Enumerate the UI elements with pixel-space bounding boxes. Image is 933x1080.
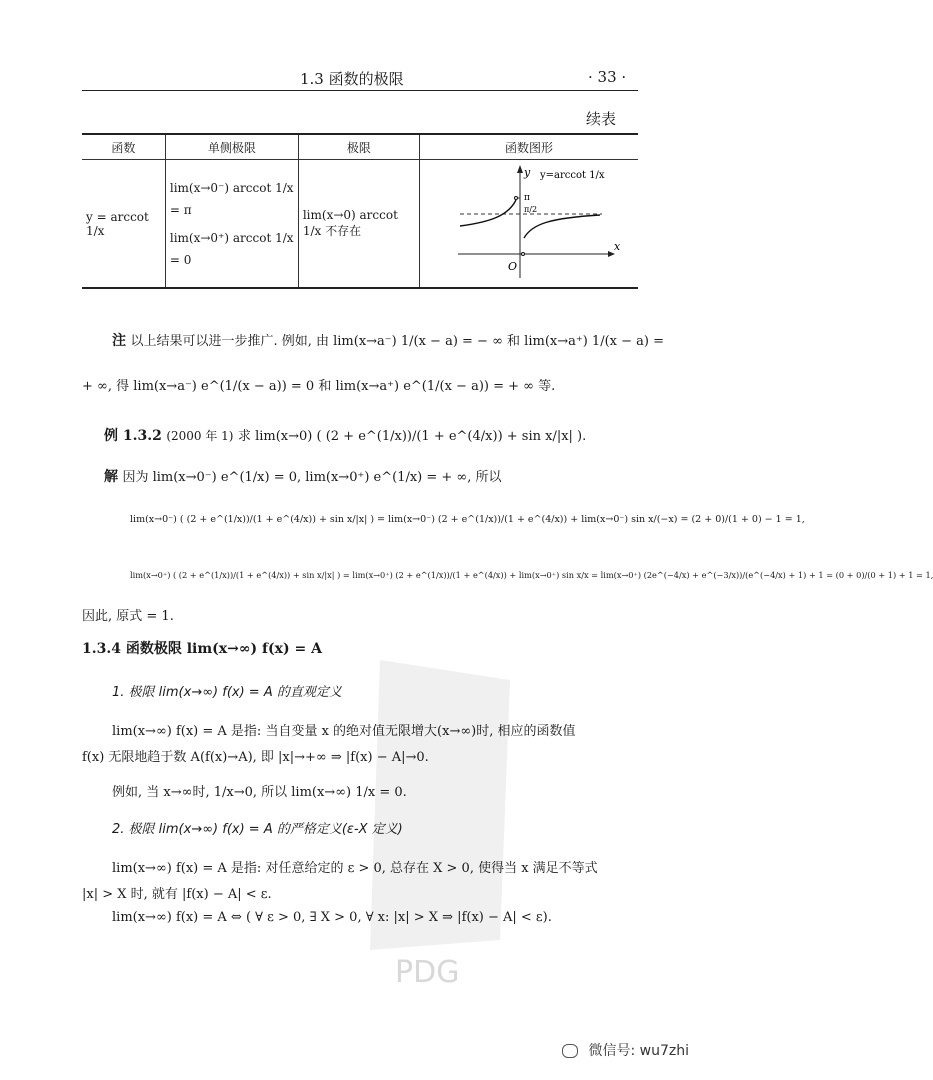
- y-axis-arrow-icon: [517, 165, 523, 173]
- example-source: (2000 年 1): [166, 429, 234, 443]
- wechat-icon: [562, 1044, 578, 1058]
- label-origin: O: [508, 260, 518, 273]
- example-line: 例如, 当 x→∞时, 1/x→0, 所以 lim(x→∞) 1/x = 0.: [112, 785, 407, 800]
- open-point-zero: [522, 253, 525, 256]
- cell-limit: [298, 160, 419, 289]
- solution-intro: [104, 466, 502, 486]
- note-paragraph: [112, 330, 664, 350]
- wechat-id: 微信号: wu7zhi: [588, 1043, 689, 1059]
- wechat-watermark: [562, 1040, 689, 1060]
- right-branch: [524, 215, 600, 238]
- definition-1-line-2: f(x) 无限地趋于数 A(f(x)→A), 即 |x|→+∞ ⇒ |f(x) − A|→0.: [82, 750, 429, 765]
- equation-left-limit: lim(x→0⁻) ( (2 + e^(1/x))/(1 + e^(4/x)) + sin x/|x| ) = lim(x→0⁻) (2 + e^(1/x))/(1 + e^(4/x)) + lim(x→0⁻) sin x/(−x) = (2 + 0)/(1 + 0) − 1 = 1,: [130, 514, 805, 525]
- definition-2-line-2: |x| > X 时, 就有 |f(x) − A| < ε.: [82, 887, 272, 902]
- limit-expr: lim(x→0) arccot 1/x 不存在: [302, 208, 398, 238]
- header-rule: [82, 90, 638, 91]
- col-header-function: 函数: [82, 134, 165, 160]
- section-heading: 1.3.4 函数极限 lim(x→∞) f(x) = A: [82, 641, 322, 657]
- equation-right-limit: lim(x→0⁺) ( (2 + e^(1/x))/(1 + e^(4/x)) + sin x/|x| ) = lim(x→0⁺) (2 + e^(1/x))/(1 + e^(4/x)) + lim(x→0⁺) sin x/x = lim(x→0⁺) (2e^(−4/x) + e^(−3/x))/(e^(−4/x) + 1) + 1 = (0 + 0)/(0 + 1) + 1 = 1,: [130, 570, 933, 580]
- note-line-1: 以上结果可以进一步推广. 例如, 由 lim(x→a⁻) 1/(x − a) = − ∞ 和 lim(x→a⁺) 1/(x − a) =: [130, 334, 664, 349]
- label-y: y: [524, 166, 531, 179]
- example-label: 例 1.3.2: [104, 428, 162, 444]
- definition-1-line-1: lim(x→∞) f(x) = A 是指: 当自变量 x 的绝对值无限增大(x→∞)时, 相应的函数值: [112, 724, 576, 739]
- note-line-2: + ∞, 得 lim(x→a⁻) e^(1/(x − a)) = 0 和 lim(x→a⁺) e^(1/(x − a)) = + ∞ 等.: [82, 379, 556, 394]
- therefore-line: 因此, 原式 = 1.: [82, 609, 174, 624]
- pdg-watermark: PDG: [395, 955, 460, 990]
- page-number: · 33 ·: [588, 68, 627, 86]
- table-continued-label: 续表: [586, 110, 617, 128]
- solution-line: 因为 lim(x→0⁻) e^(1/x) = 0, lim(x→0⁺) e^(1/x) = + ∞, 所以: [122, 470, 502, 485]
- col-header-limit: 极限: [298, 134, 419, 160]
- seal-watermark: [360, 640, 520, 970]
- left-branch: [460, 200, 516, 226]
- left-limit: lim(x→0⁻) arccot 1/x = π: [169, 180, 294, 217]
- open-point-pi: [515, 197, 518, 200]
- label-pi: π: [524, 193, 530, 203]
- function-expr: y = arccot 1/x: [86, 209, 149, 238]
- note-label: 注: [112, 333, 126, 349]
- label-pi-half: π/2: [524, 205, 538, 214]
- example-heading: [104, 425, 586, 445]
- cell-one-sided: [165, 160, 298, 289]
- running-header-title: 1.3 函数的极限: [300, 70, 404, 88]
- cell-function: [82, 160, 165, 289]
- subheading-2: 2. 极限 lim(x→∞) f(x) = A 的严格定义(ε-X 定义): [112, 822, 403, 837]
- definition-2-line-1: lim(x→∞) f(x) = A 是指: 对任意给定的 ε > 0, 总存在 X > 0, 使得当 x 满足不等式: [112, 861, 598, 876]
- label-x: x: [614, 240, 621, 253]
- cell-graph: [420, 160, 639, 289]
- graph-label: y=arccot 1/x: [540, 170, 605, 181]
- right-limit: lim(x→0⁺) arccot 1/x = 0: [169, 230, 294, 267]
- limits-table: [82, 133, 638, 289]
- arccot-graph: [420, 160, 638, 284]
- example-text: 求 lim(x→0) ( (2 + e^(1/x))/(1 + e^(4/x)) + sin x/|x| ).: [237, 429, 587, 444]
- definition-2-formal: lim(x→∞) f(x) = A ⇔ ( ∀ ε > 0, ∃ X > 0, ∀ x: |x| > X ⇒ |f(x) − A| < ε).: [112, 910, 552, 925]
- subheading-1: 1. 极限 lim(x→∞) f(x) = A 的直观定义: [112, 685, 342, 700]
- col-header-one-sided: 单侧极限: [165, 134, 298, 160]
- solution-label: 解: [104, 469, 118, 485]
- col-header-graph: 函数图形: [420, 134, 639, 160]
